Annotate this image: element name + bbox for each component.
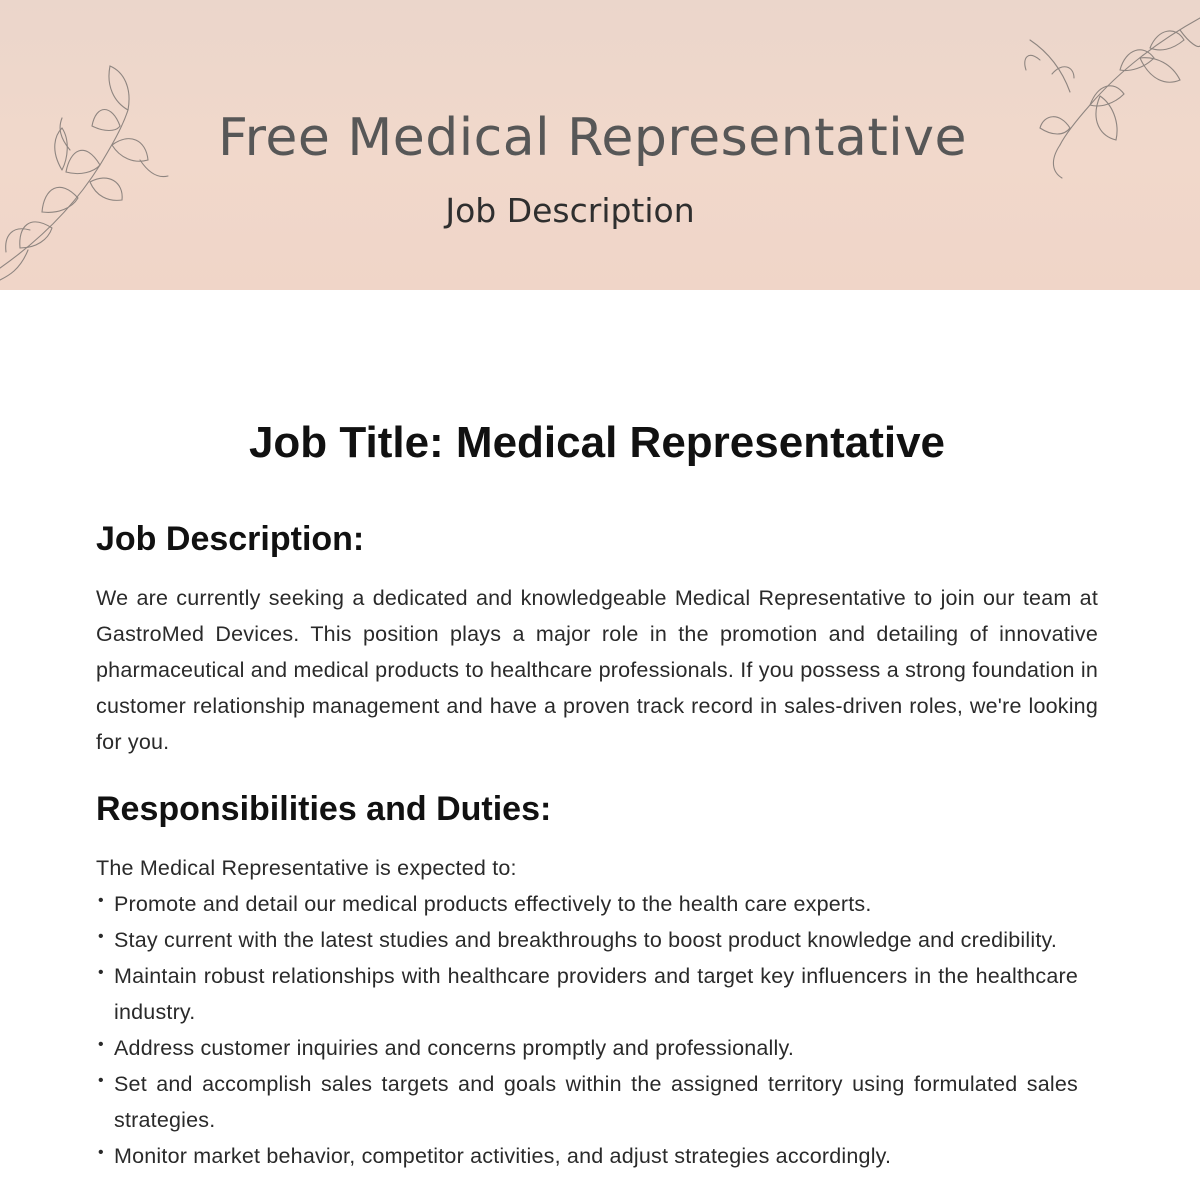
bullet-icon: • <box>98 1144 104 1161</box>
job-title: Job Title: Medical Representative <box>248 418 946 467</box>
responsibilities-intro: The Medical Representative is expected to: <box>96 856 517 880</box>
list-item-text: Maintain robust relationships with healthcare providers and target key influencers in the healthcare industry. <box>114 964 1078 1024</box>
bullet-icon: • <box>98 964 104 981</box>
bullet-icon: • <box>98 1036 104 1053</box>
list-item <box>96 1030 1078 1066</box>
list-item <box>96 958 1078 1030</box>
banner-subtitle: Job Description <box>445 191 695 230</box>
document-body <box>96 410 1098 1174</box>
banner-title: Free Medical Representative <box>217 108 968 168</box>
bullet-icon: • <box>98 1072 104 1089</box>
bullet-icon: • <box>98 928 104 945</box>
list-item-text: Address customer inquiries and concerns promptly and professionally. <box>114 1036 795 1060</box>
list-item <box>96 922 1078 958</box>
list-item <box>96 1066 1078 1138</box>
list-item <box>96 886 1078 922</box>
header-banner <box>0 0 1200 290</box>
section-heading-job-description: Job Description: <box>96 520 365 558</box>
list-item-text: Monitor market behavior, competitor activities, and adjust strategies accordingly. <box>114 1144 892 1168</box>
list-item-text: Stay current with the latest studies and breakthroughs to boost product knowledge and credibility. <box>114 928 1058 952</box>
job-description-paragraph: We are currently seeking a dedicated and knowledgeable Medical Representative to join our team at GastroMed Devices. This position plays a major role in the promotion and detailing of innovative pharmaceutical and medical products to healthcare professionals. If you possess a strong foundation in customer relationship management and have a proven track record in sales-driven roles, we're looking for you. <box>96 586 1098 754</box>
list-item-text: Promote and detail our medical products effectively to the health care experts. <box>114 892 872 916</box>
list-item <box>96 1138 1078 1174</box>
list-item-text: Set and accomplish sales targets and goals within the assigned territory using formulated sales strategies. <box>114 1072 1078 1132</box>
bullet-icon: • <box>98 892 104 909</box>
responsibilities-list <box>96 886 1078 1174</box>
section-heading-responsibilities: Responsibilities and Duties: <box>96 790 552 828</box>
